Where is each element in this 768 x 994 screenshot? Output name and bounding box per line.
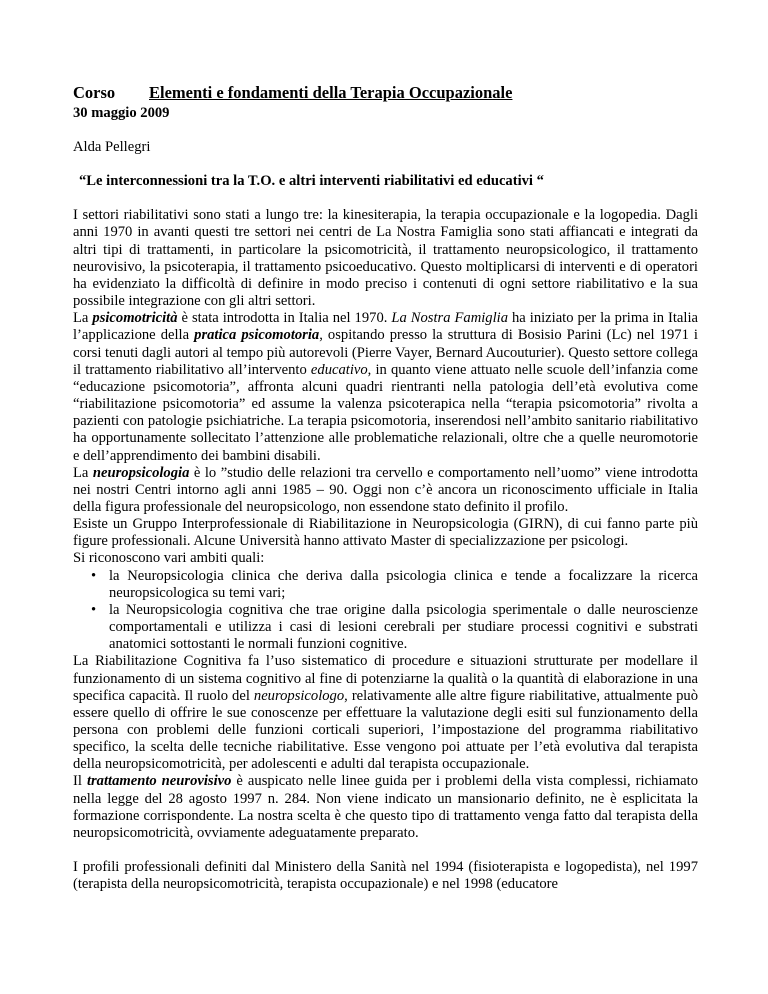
document-body	[73, 207, 698, 893]
term-pratica-psicomotoria: pratica psicomotoria	[194, 327, 320, 344]
term-neuropsicologo: neuropsicologo	[253, 687, 345, 704]
course-header	[73, 82, 698, 104]
author-name: Alda Pellegri	[73, 139, 151, 155]
bullet-icon: •	[91, 601, 97, 618]
term-neuropsicologia: neuropsicologia	[92, 464, 190, 481]
paragraph-psicomotricita: La psicomotricità è stata introdotta in Italia nel 1970. La Nostra Famiglia ha iniziato per la prima in Italia l’applicazione della pratica psicomotoria, ospitando presso la struttura di Bosisio Parini (Lc) nel 1971 i corsi tenuti dagli autori al tempo più autorevoli (Pierre Vayer, Bernard Aucouturier). Questo settore collega il trattamento riabilitativo all’intervento educativo, in quanto viene attuato nelle scuole dell’infanzia come “educazione psicomotoria”, affronta alcuni quadri rientranti nella patologia dell’età evolutiva come “riabilitazione psicomotoria” ed assume la valenza psicoterapica nella “terapia psicomotoria” rivolta a pazienti con patologie psichiatriche. La terapia psicomotoria, inserendosi nell’ambito sanitario riabilitativo ha opportunamente sollecitato l’attenzione alle problematiche relazionali, oltre che a quelle neuromotorie e dell’apprendimento dei bambini disabili.	[73, 310, 698, 464]
list-item: • la Neuropsicologia clinica che deriva dalla psicologia clinica e tende a focalizzare la ricerca neuropsicologica su temi vari;	[91, 567, 698, 601]
document-page	[73, 82, 698, 893]
term-trattamento-neurovisivo: trattamento neurovisivo	[86, 773, 232, 790]
bullet-icon: •	[91, 567, 97, 584]
org-name: La Nostra Famiglia	[391, 310, 509, 327]
lecture-subtitle: “Le interconnessioni tra la T.O. e altri interventi riabilitativi ed educativi “	[79, 173, 544, 190]
paragraph-girn: Esiste un Gruppo Interprofessionale di Riabilitazione in Neuropsicologia (GIRN), di cui fanno parte più figure professionali. Alcune Università hanno attivato Master di specializzazione per psicologi.	[73, 516, 698, 550]
list-item: • la Neuropsicologia cognitiva che trae origine dalla psicologia sperimentale o dalle neuroscienze comportamentali e utilizza i casi di lesioni cerebrali per studiare processi cognitivi e substrati anatomici sottostanti le normali funzioni cognitive.	[91, 601, 698, 653]
paragraph-ambiti: Si riconoscono vari ambiti quali:	[73, 550, 265, 567]
term-psicomotricita: psicomotricità	[92, 310, 178, 327]
term-educativo: educativo	[310, 361, 368, 378]
paragraph-riabilitazione-cognitiva: La Riabilitazione Cognitiva fa l’uso sistematico di procedure e situazioni strutturate per modellare il funzionamento di un sistema cognitivo al fine di potenziarne la qualità o la quantità di elaborazione in una specifica capacità. Il ruolo del neuropsicologo, relativamente alle altre figure riabilitative, attualmente può essere quello di offrire le sue conoscenze per effettuare la valutazione degli esiti sul funzionamento della persona con problemi delle funzioni corticali superiori, l’impostazione del programma riabilitativo specifico, la scelta delle tecniche riabilitative. Esse vengono poi attuate per l’età evolutiva dal terapista della neuropsicomotricità, per adolescenti e adulti dal terapista occupazionale.	[73, 653, 698, 773]
course-label: Corso	[73, 83, 116, 102]
course-title: Elementi e fondamenti della Terapia Occupazionale	[149, 83, 513, 102]
paragraph-neuropsicologia: La neuropsicologia è lo ”studio delle relazioni tra cervello e comportamento nell’uomo” viene introdotta nei nostri Centri intorno agli anni 1985 – 90. Oggi non c’è ancora un riconoscimento ufficiale in Italia della figura professionale del neuropsicologo, non essendone stato definito il profilo.	[73, 464, 698, 515]
paragraph-profili: I profili professionali definiti dal Ministero della Sanità nel 1994 (fisioterapista e logopedista), nel 1997 (terapista della neuropsicomotricità, terapista occupazionale) e nel 1998 (educatore	[73, 859, 698, 893]
paragraph-neurovisivo: Il trattamento neurovisivo è auspicato nelle linee guida per i problemi della vista complessi, richiamato nella legge del 28 agosto 1997 n. 284. Non viene indicato un mansionario definito, ne è esplicitata la formazione corrispondente. La nostra scelta è che questo tipo di trattamento venga fatto dal terapista della neuropsicomotricità, ovviamente adeguatamente preparato.	[73, 773, 699, 841]
paragraph-intro: I settori riabilitativi sono stati a lungo tre: la kinesiterapia, la terapia occupazionale e la logopedia. Dagli anni 1970 in avanti questi tre settori nei centri de La Nostra Famiglia sono stati affiancati e integrati da altri tipi di trattamenti, in particolare la psicomotricità, il trattamento neuropsicologico, il trattamento neurovisivo, la psicoterapia, il trattamento psicoeducativo. Questo moltiplicarsi di interventi e di operatori ha evidenziato la difficoltà di definire in modo preciso i contenuti di ogni settore riabilitativo e la sua possibile integrazione con gli altri settori.	[73, 207, 698, 310]
lecture-date: 30 maggio 2009	[73, 105, 170, 121]
bullet-list	[73, 568, 698, 654]
